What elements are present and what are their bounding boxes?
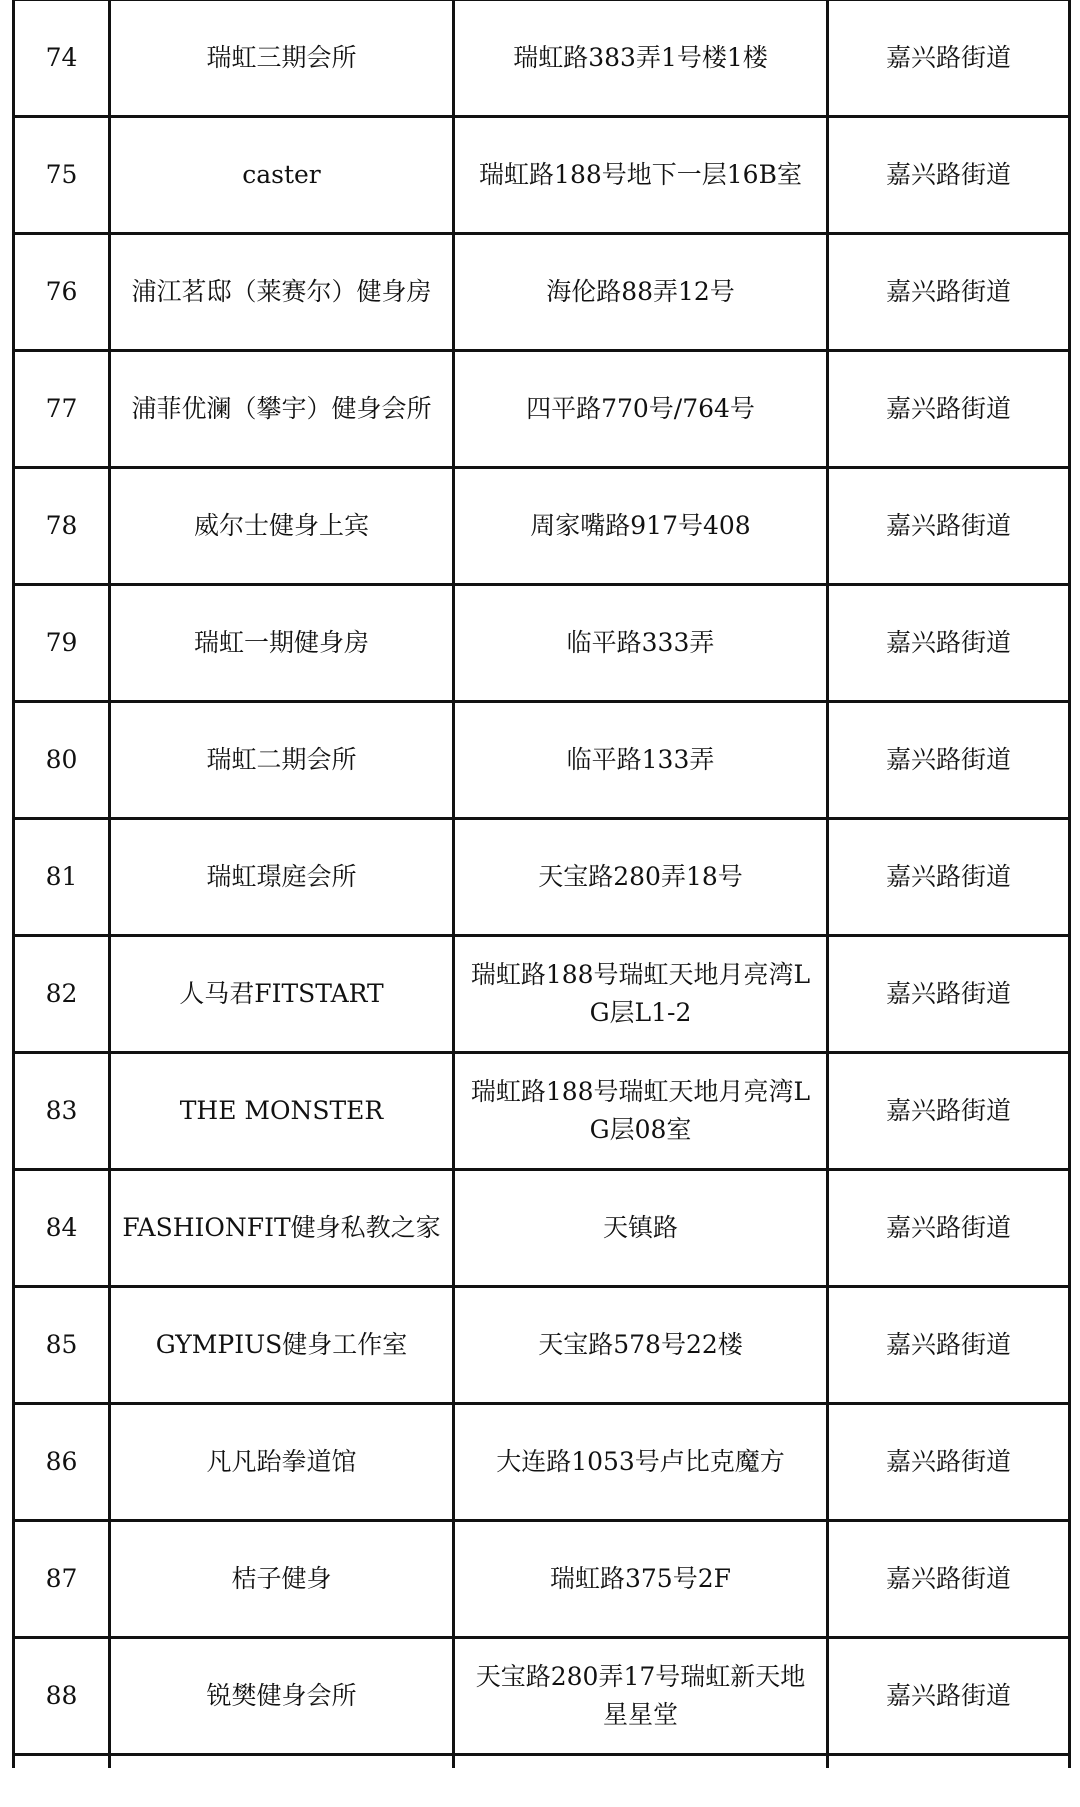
row-number: 76	[14, 234, 110, 351]
venue-address: 天宝路280弄18号	[454, 819, 828, 936]
table-row	[14, 468, 1070, 585]
venue-address: 临平路333弄	[454, 585, 828, 702]
cut-off-cell	[110, 1755, 454, 1769]
table-row	[14, 117, 1070, 234]
row-number: 84	[14, 1170, 110, 1287]
table-row	[14, 1287, 1070, 1404]
row-number: 79	[14, 585, 110, 702]
cut-off-cell	[828, 1755, 1070, 1769]
venue-address: 天宝路280弄17号瑞虹新天地星星堂	[454, 1638, 828, 1755]
venue-address: 天宝路578号22楼	[454, 1287, 828, 1404]
subdistrict: 嘉兴路街道	[828, 702, 1070, 819]
venue-name: 浦江茗邸（莱赛尔）健身房	[110, 234, 454, 351]
venue-name: 浦菲优澜（攀宇）健身会所	[110, 351, 454, 468]
venue-name: 瑞虹二期会所	[110, 702, 454, 819]
table-row	[14, 936, 1070, 1053]
venue-name: 桔子健身	[110, 1521, 454, 1638]
venue-address: 瑞虹路375号2F	[454, 1521, 828, 1638]
cut-off-cell	[454, 1755, 828, 1769]
venue-address: 临平路133弄	[454, 702, 828, 819]
venue-address: 瑞虹路188号瑞虹天地月亮湾LG层L1-2	[454, 936, 828, 1053]
venue-name: 瑞虹一期健身房	[110, 585, 454, 702]
venue-table	[12, 0, 1071, 1768]
cut-off-cell	[14, 1755, 110, 1769]
row-number: 83	[14, 1053, 110, 1170]
venue-name: THE MONSTER	[110, 1053, 454, 1170]
venue-address: 大连路1053号卢比克魔方	[454, 1404, 828, 1521]
subdistrict: 嘉兴路街道	[828, 1287, 1070, 1404]
row-number: 88	[14, 1638, 110, 1755]
row-number: 81	[14, 819, 110, 936]
subdistrict: 嘉兴路街道	[828, 468, 1070, 585]
venue-name: FASHIONFIT健身私教之家	[110, 1170, 454, 1287]
venue-address: 瑞虹路188号瑞虹天地月亮湾LG层08室	[454, 1053, 828, 1170]
row-number: 78	[14, 468, 110, 585]
subdistrict: 嘉兴路街道	[828, 1053, 1070, 1170]
table-row	[14, 351, 1070, 468]
table-row	[14, 819, 1070, 936]
venue-address: 海伦路88弄12号	[454, 234, 828, 351]
subdistrict: 嘉兴路街道	[828, 1170, 1070, 1287]
venue-name: 锐樊健身会所	[110, 1638, 454, 1755]
row-number: 87	[14, 1521, 110, 1638]
subdistrict: 嘉兴路街道	[828, 117, 1070, 234]
venue-name: 瑞虹三期会所	[110, 0, 454, 117]
venue-address: 周家嘴路917号408	[454, 468, 828, 585]
subdistrict: 嘉兴路街道	[828, 1521, 1070, 1638]
table-row	[14, 1638, 1070, 1755]
table-row	[14, 234, 1070, 351]
venue-address: 瑞虹路188号地下一层16B室	[454, 117, 828, 234]
row-number: 74	[14, 0, 110, 117]
row-number: 86	[14, 1404, 110, 1521]
subdistrict: 嘉兴路街道	[828, 234, 1070, 351]
venue-name: 威尔士健身上宾	[110, 468, 454, 585]
venue-name: 凡凡跆拳道馆	[110, 1404, 454, 1521]
venue-name: caster	[110, 117, 454, 234]
venue-address: 四平路770号/764号	[454, 351, 828, 468]
subdistrict: 嘉兴路街道	[828, 351, 1070, 468]
cut-off-table-row	[14, 1755, 1070, 1769]
venue-address: 瑞虹路383弄1号楼1楼	[454, 0, 828, 117]
table-row	[14, 1053, 1070, 1170]
table-row	[14, 0, 1070, 117]
row-number: 85	[14, 1287, 110, 1404]
venue-name: 人马君FITSTART	[110, 936, 454, 1053]
table-row	[14, 702, 1070, 819]
venue-name: 瑞虹璟庭会所	[110, 819, 454, 936]
subdistrict: 嘉兴路街道	[828, 0, 1070, 117]
row-number: 77	[14, 351, 110, 468]
table-row	[14, 1404, 1070, 1521]
table-row	[14, 1521, 1070, 1638]
subdistrict: 嘉兴路街道	[828, 936, 1070, 1053]
row-number: 82	[14, 936, 110, 1053]
venue-name: GYMPIUS健身工作室	[110, 1287, 454, 1404]
table-row	[14, 585, 1070, 702]
subdistrict: 嘉兴路街道	[828, 585, 1070, 702]
subdistrict: 嘉兴路街道	[828, 819, 1070, 936]
venue-address: 天镇路	[454, 1170, 828, 1287]
subdistrict: 嘉兴路街道	[828, 1638, 1070, 1755]
row-number: 75	[14, 117, 110, 234]
row-number: 80	[14, 702, 110, 819]
table-row	[14, 1170, 1070, 1287]
subdistrict: 嘉兴路街道	[828, 1404, 1070, 1521]
